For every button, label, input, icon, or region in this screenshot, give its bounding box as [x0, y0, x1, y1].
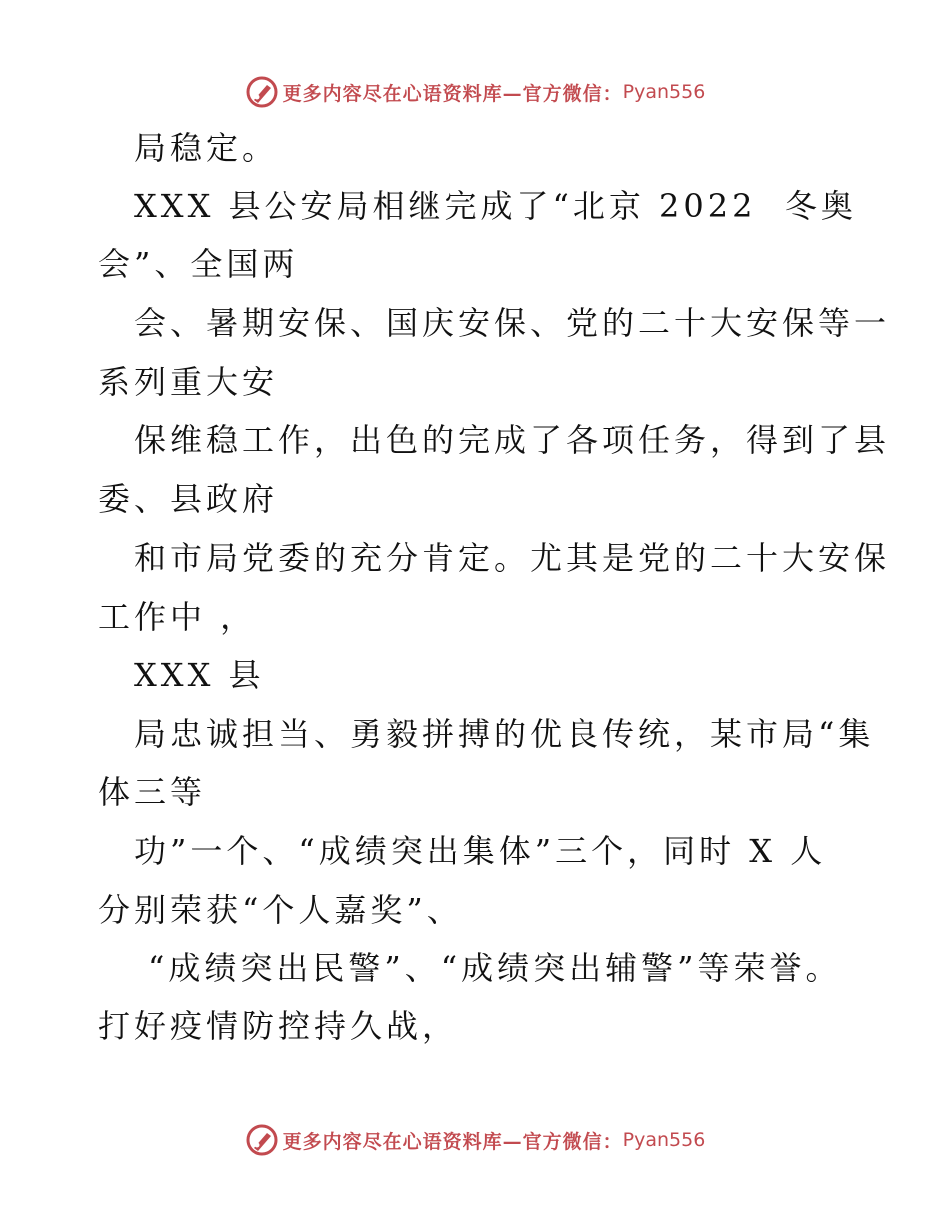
body-line-12: 体三等 [98, 773, 207, 811]
body-line-4: 会、暑期安保、国庆安保、党的二十大安保等一 [134, 304, 891, 342]
body-line-16: 打好疫情防控持久战， [98, 1007, 459, 1045]
body-line-7: 委、县政府 [98, 480, 279, 518]
pen-logo-icon [245, 1123, 279, 1157]
body-line-8: 和市局党委的充分肯定。尤其是党的二十大安保 [134, 539, 891, 577]
body-line-2: XXX 县公安局相继完成了“北京 2022 冬奥 [134, 187, 857, 225]
body-line-5: 系列重大安 [98, 363, 279, 401]
footer-banner-text: 更多内容尽在心语资料库—官方微信： [282, 1130, 623, 1153]
body-line-6: 保维稳工作，出色的完成了各项任务，得到了县 [134, 421, 891, 459]
body-line-14: 分别荣获“个人嘉奖”、 [98, 891, 463, 929]
footer-watermark-banner [0, 1120, 950, 1160]
body-line-10: XXX 县 [134, 656, 265, 694]
body-line-1: 局稳定。 [134, 129, 279, 167]
header-banner-id: Pyan556 [622, 81, 706, 103]
header-banner-text: 更多内容尽在心语资料库—官方微信： [282, 82, 623, 105]
body-line-15: “成绩突出民警”、“成绩突出辅警”等荣誉。 [148, 949, 842, 987]
body-line-9: 工作中 ， [98, 598, 257, 636]
body-line-3: 会”、全国两 [98, 245, 299, 283]
body-line-13: 功”一个、“成绩突出集体”三个，同时 X 人 [134, 832, 827, 870]
body-line-11: 局忠诚担当、勇毅拼搏的优良传统，某市局“集 [134, 715, 875, 753]
footer-banner-id: Pyan556 [622, 1129, 706, 1151]
